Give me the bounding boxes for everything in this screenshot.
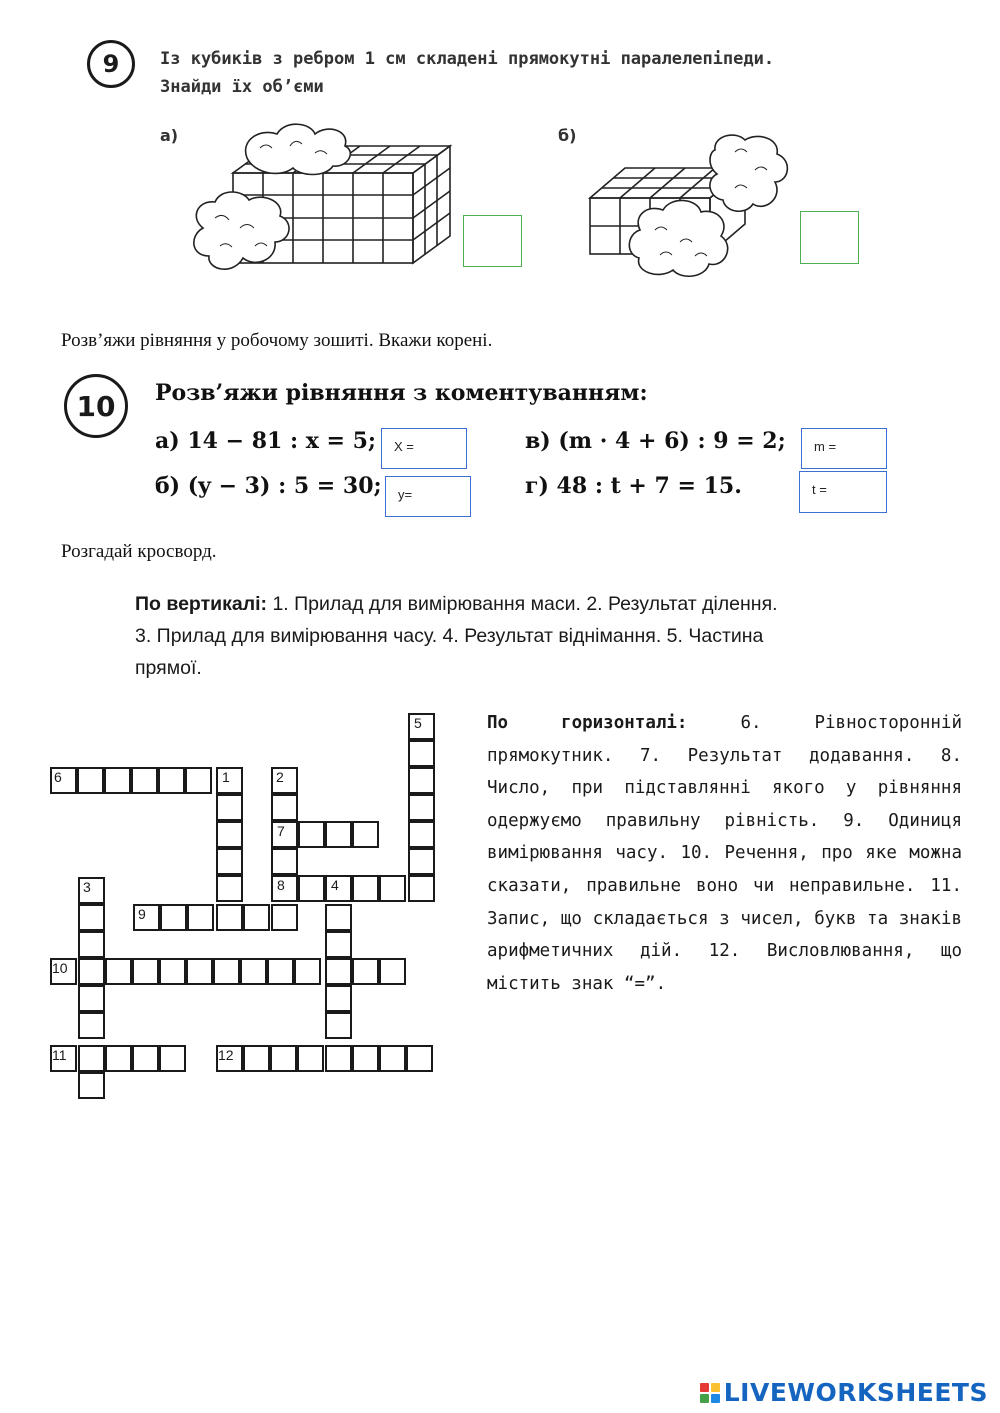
crossword-cell[interactable] <box>408 794 435 821</box>
liveworksheets-logo <box>700 1378 988 1407</box>
crossword-number-3: 3 <box>83 879 91 895</box>
answer-box-volume-b[interactable] <box>800 211 859 264</box>
crossword-number-12: 12 <box>218 1047 234 1063</box>
task-10-badge: 10 <box>64 374 128 438</box>
crossword-cell[interactable] <box>271 794 298 821</box>
crossword-cell[interactable] <box>325 1045 352 1072</box>
task-10-heading: Розв’яжи рівняння з коментуванням: <box>155 380 648 406</box>
crossword-cell[interactable] <box>408 848 435 875</box>
crossword-cell[interactable] <box>325 821 352 848</box>
answer-box-volume-a[interactable] <box>463 215 522 267</box>
crossword-cell[interactable] <box>325 931 352 958</box>
crossword-cell[interactable] <box>408 767 435 794</box>
crossword-cell[interactable] <box>131 767 158 794</box>
crossword-cell[interactable] <box>243 904 270 931</box>
crossword-number-7: 7 <box>277 823 285 839</box>
crossword-cell[interactable] <box>408 875 435 902</box>
crossword-cell[interactable] <box>213 958 240 985</box>
crossword-number-1: 1 <box>222 769 230 785</box>
crossword-number-4: 4 <box>331 877 339 893</box>
vertical-title: По вертикалі: <box>135 593 268 615</box>
crossword-cell[interactable] <box>271 904 298 931</box>
logo-square-blue <box>711 1394 720 1403</box>
crossword-number-9: 9 <box>138 906 146 922</box>
crossword-cell[interactable] <box>352 958 379 985</box>
crossword-cell[interactable] <box>240 958 267 985</box>
crossword-cell[interactable] <box>352 875 379 902</box>
crossword-cell[interactable] <box>132 958 159 985</box>
equation-g: г) 48 : t + 7 = 15. <box>525 473 742 499</box>
crossword-cell[interactable] <box>271 848 298 875</box>
crossword-cell[interactable] <box>78 904 105 931</box>
horizontal-title: По горизонталі: <box>487 713 688 733</box>
crossword-cell[interactable] <box>294 958 321 985</box>
cube-figure-b <box>585 130 800 280</box>
crossword-cell[interactable] <box>187 904 214 931</box>
instruction-crossword: Розгадай кросворд. <box>61 541 217 562</box>
crossword-number-5: 5 <box>414 715 422 731</box>
crossword-cell[interactable] <box>298 875 325 902</box>
horizontal-text: 6. Рівносторонній прямокутник. 7. Результат додавання. 8. Число, при підставлянні якого у рівняння одержуємо правильну рівність. 9. Одиниця вимірювання часу. 10. Речення, про яке можна сказати, правильне воно чи неправильне. 11. Запис, що складається з чисел, букв та знаків арифметичних дій. 12. Висловлювання, що містить знак “=”. <box>487 713 962 994</box>
crossword-cell[interactable] <box>77 767 104 794</box>
crossword-cell[interactable] <box>216 848 243 875</box>
crossword-cell[interactable] <box>159 1045 186 1072</box>
crossword-cell[interactable] <box>132 1045 159 1072</box>
vertical-line1: 1. Прилад для вимірювання маси. 2. Результат ділення. <box>272 593 778 615</box>
crossword-cell[interactable] <box>185 767 212 794</box>
crossword-number-2: 2 <box>276 769 284 785</box>
task-9-badge: 9 <box>87 40 135 88</box>
crossword-cell[interactable] <box>267 958 294 985</box>
crossword-number-8: 8 <box>277 877 285 893</box>
crossword-cell[interactable] <box>78 958 105 985</box>
logo-square-red <box>700 1383 709 1392</box>
crossword-cell[interactable] <box>78 985 105 1012</box>
crossword-cell[interactable] <box>78 1072 105 1099</box>
crossword-cell[interactable] <box>78 1012 105 1039</box>
task-9-text-line1: Із кубиків з ребром 1 см складені прямокутні паралелепіпеди. <box>160 49 775 69</box>
crossword-cell[interactable] <box>325 958 352 985</box>
task-9-label-b: б) <box>558 126 577 145</box>
crossword-cell[interactable] <box>216 794 243 821</box>
crossword-cell[interactable] <box>159 958 186 985</box>
crossword-cell[interactable] <box>158 767 185 794</box>
vertical-line2: 3. Прилад для вимірювання часу. 4. Результат віднімання. 5. Частина <box>135 625 764 647</box>
vertical-clues <box>135 588 965 684</box>
crossword-cell[interactable] <box>78 1045 105 1072</box>
crossword-cell[interactable] <box>105 958 132 985</box>
answer-y-input[interactable]: y= <box>385 476 471 517</box>
horizontal-clues <box>487 707 962 1000</box>
crossword-number-6: 6 <box>54 769 62 785</box>
crossword-cell[interactable] <box>298 821 325 848</box>
crossword-cell[interactable] <box>105 1045 132 1072</box>
crossword-cell[interactable] <box>325 1012 352 1039</box>
equation-v: в) (m · 4 + 6) : 9 = 2; <box>525 428 786 454</box>
crossword-cell[interactable] <box>270 1045 297 1072</box>
crossword-cell[interactable] <box>379 958 406 985</box>
crossword-cell[interactable] <box>297 1045 324 1072</box>
equation-a: а) 14 − 81 : x = 5; <box>155 428 377 454</box>
task-9-label-a: а) <box>160 126 179 145</box>
instruction-equations: Розв’яжи рівняння у робочому зошиті. Вкажи корені. <box>61 330 493 351</box>
crossword-cell[interactable] <box>243 1045 270 1072</box>
equation-b: б) (y − 3) : 5 = 30; <box>155 473 382 499</box>
crossword-cell[interactable] <box>379 875 406 902</box>
crossword-cell[interactable] <box>216 821 243 848</box>
crossword-cell[interactable] <box>352 821 379 848</box>
task-9-text-line2: Знайди їх об’єми <box>160 77 324 97</box>
vertical-line3: прямої. <box>135 657 202 679</box>
crossword-cell[interactable] <box>104 767 131 794</box>
crossword-cell[interactable] <box>408 821 435 848</box>
crossword-cell[interactable] <box>160 904 187 931</box>
crossword-cell[interactable] <box>408 740 435 767</box>
crossword-cell[interactable] <box>406 1045 433 1072</box>
cube-figure-a <box>185 118 465 293</box>
logo-text: LIVEWORKSHEETS <box>723 1378 988 1407</box>
crossword-cell[interactable] <box>352 1045 379 1072</box>
crossword-cell[interactable] <box>379 1045 406 1072</box>
answer-t-input[interactable]: t = <box>799 471 887 513</box>
crossword-cell[interactable] <box>325 904 352 931</box>
crossword-number-11: 11 <box>52 1047 67 1063</box>
crossword-cell[interactable] <box>216 875 243 902</box>
logo-mark-icon <box>700 1383 720 1403</box>
answer-x-input[interactable]: X = <box>381 428 467 469</box>
crossword-number-10: 10 <box>52 960 68 976</box>
crossword-cell[interactable] <box>186 958 213 985</box>
crossword-cell[interactable] <box>78 931 105 958</box>
crossword-cell[interactable] <box>216 904 243 931</box>
crossword-cell[interactable] <box>325 985 352 1012</box>
logo-square-green <box>700 1394 709 1403</box>
logo-square-yellow <box>711 1383 720 1392</box>
answer-m-input[interactable]: m = <box>801 428 887 469</box>
